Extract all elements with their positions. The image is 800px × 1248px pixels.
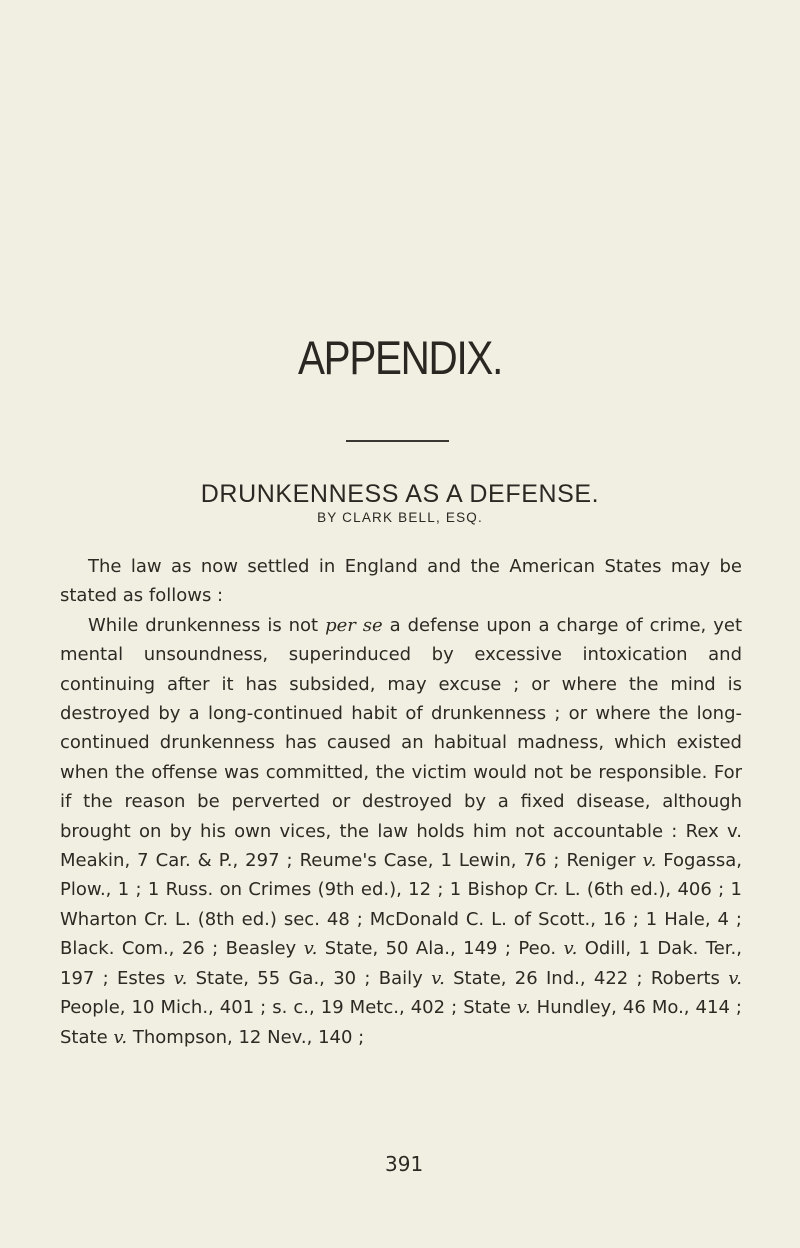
versus-abbrev: v. — [563, 938, 578, 960]
text-run: People, 10 Mich., 401 ; s. c., 19 Metc., 402 ; State — [60, 997, 517, 1019]
page-number: 391 — [385, 1152, 424, 1176]
text-run: Hundley, 46 Mo., 414 ; State — [60, 997, 742, 1048]
text-run: Odill, 1 Dak. Ter., 197 ; Estes — [60, 938, 742, 989]
article-title: DRUNKENNESS AS A DEFENSE. — [200, 480, 600, 508]
latin-phrase: per se — [325, 614, 383, 636]
text-run: Thompson, 12 Nev., 140 ; — [127, 1026, 365, 1048]
text-run: Fogassa, Plow., 1 ; 1 Russ. on Crimes (9th ed.), 12 ; 1 Bishop Cr. L. (6th ed.), 406 ; 1 Wharton Cr. L. (8th ed.) sec. 48 ; McDonald C. L. of Scott., 16 ; 1 Hale, 4 ; Black. Com., 26 ; Beasley — [60, 850, 742, 960]
versus-abbrev: v. — [431, 967, 445, 989]
title-rule — [346, 440, 449, 442]
versus-abbrev: v. — [728, 967, 742, 989]
appendix-heading: APPENDIX. — [297, 331, 503, 384]
text-run: State, 55 Ga., 30 ; Baily — [187, 967, 432, 989]
versus-abbrev: v. — [642, 850, 657, 872]
versus-abbrev: v. — [516, 997, 531, 1019]
versus-abbrev: v. — [303, 938, 318, 960]
main-paragraph — [60, 611, 742, 1052]
versus-abbrev: v. — [173, 967, 188, 989]
text-run: State, 50 Ala., 149 ; Peo. — [317, 938, 564, 960]
text-run: a defense upon a charge of crime, yet mental unsoundness, superinduced by excessive intoxication and continuing after it has subsided, may excuse ; or where the mind is destroyed by a long-continued habit of drunkenness ; or where the long-continued drunkenness has caused an habitual madness, which existed when the offense was committed, the victim would not be responsible. For if the reason be perverted or destroyed by a fixed disease, although brought on by his own vices, the law holds him not accountable : Rex v. Meakin, 7 Car. & P., 297 ; Reume's Case, 1 Lewin, 76 ; Reniger — [60, 614, 743, 872]
text-run: State, 26 Ind., 422 ; Roberts — [444, 967, 729, 989]
article-body — [60, 552, 742, 1052]
intro-paragraph: The law as now settled in England and the American States may be stated as follows : — [60, 556, 742, 607]
text-run: While drunkenness is not — [88, 614, 326, 636]
author-byline: BY CLARK BELL, ESQ. — [317, 510, 483, 525]
versus-abbrev: v. — [113, 1026, 128, 1048]
